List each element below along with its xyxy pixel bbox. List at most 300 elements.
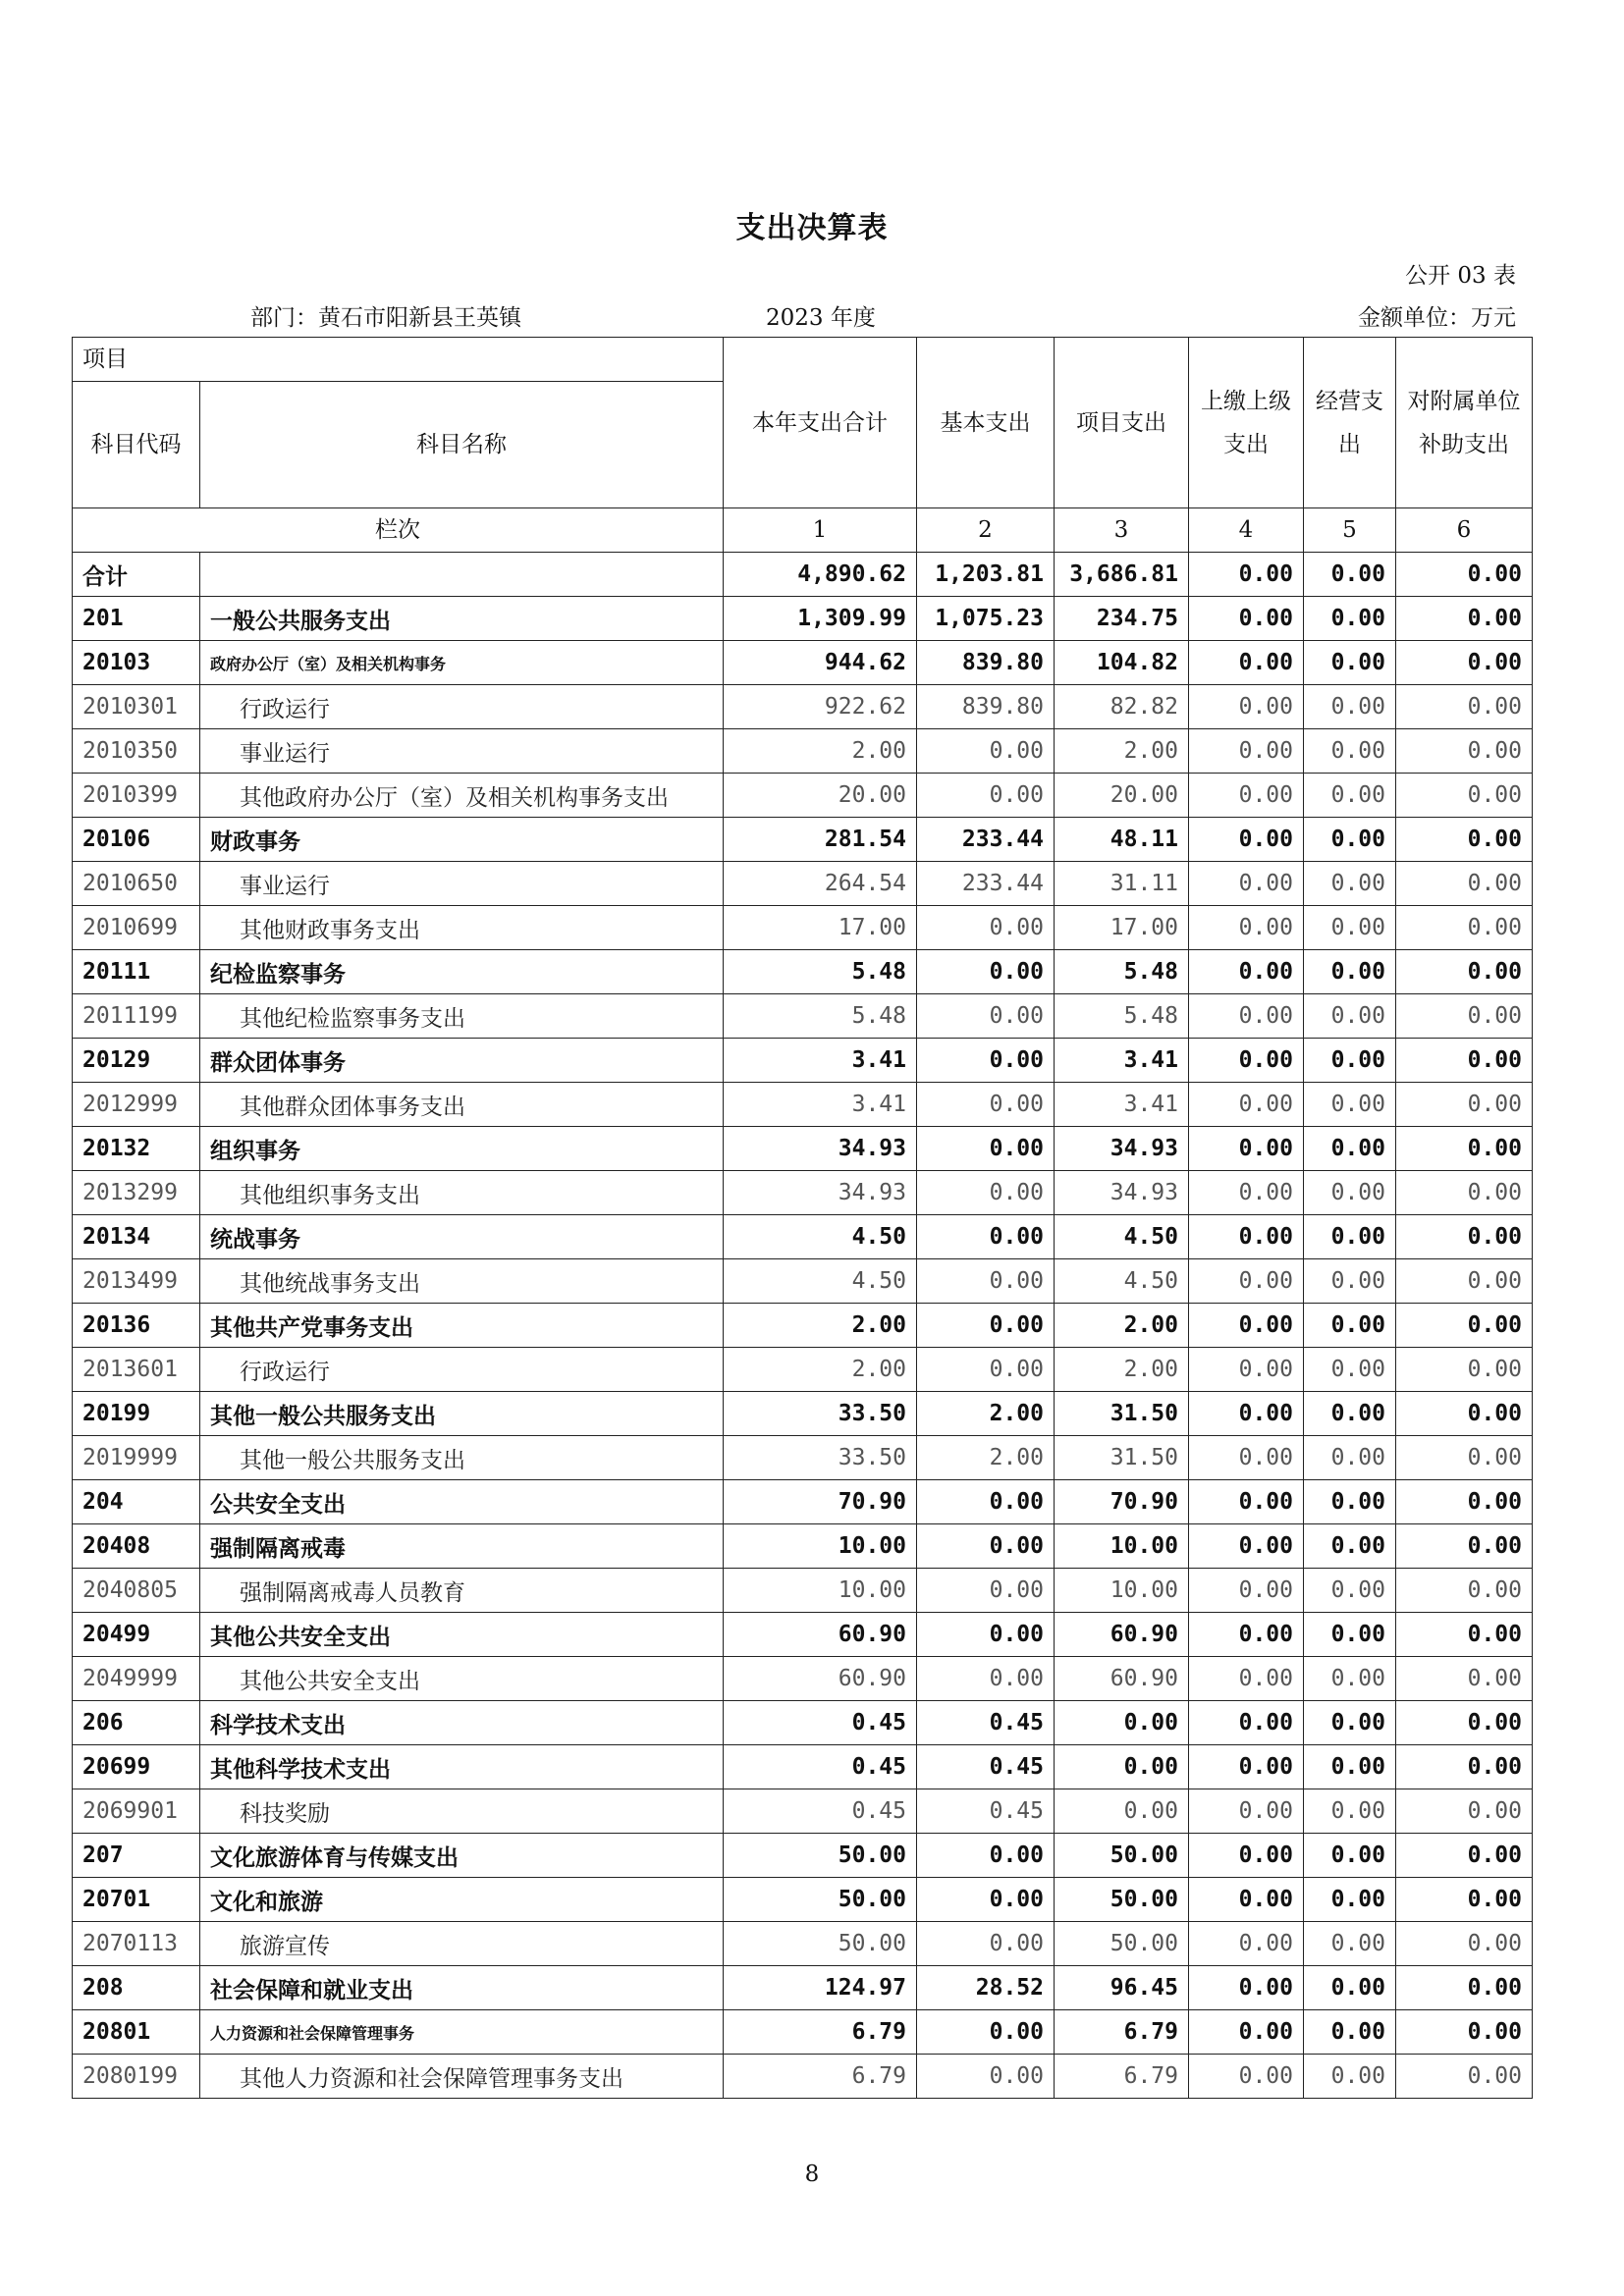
cell-amount: 0.00 [917,1569,1055,1613]
cell-amount: 34.93 [1055,1171,1189,1215]
cell-amount: 0.00 [1396,1789,1533,1834]
cell-amount: 34.93 [1055,1127,1189,1171]
cell-amount: 0.00 [917,1127,1055,1171]
cell-amount: 0.00 [1396,641,1533,685]
cell-code: 20111 [73,950,200,994]
cell-amount: 0.00 [917,1834,1055,1878]
table-row [73,1304,1533,1348]
header-basic: 基本支出 [917,338,1055,508]
cell-amount: 0.00 [917,906,1055,950]
cell-amount: 0.00 [1189,2055,1304,2099]
table-row [73,1171,1533,1215]
cell-amount: 0.00 [1396,1834,1533,1878]
table-row [73,818,1533,862]
cell-amount: 31.11 [1055,862,1189,906]
cell-code: 20701 [73,1878,200,1922]
cell-amount: 4.50 [724,1215,917,1259]
cell-amount: 0.00 [1055,1789,1189,1834]
cell-amount: 0.00 [1304,1745,1396,1789]
table-row [73,906,1533,950]
cell-amount: 5.48 [1055,994,1189,1039]
cell-amount: 0.00 [1189,1966,1304,2010]
cell-code: 20106 [73,818,200,862]
total-row [73,553,1533,597]
table-row [73,1922,1533,1966]
cell-name: 其他组织事务支出 [200,1171,724,1215]
form-number: 公开 03 表 [1405,263,1516,289]
table-row [73,2055,1533,2099]
cell-amount: 0.00 [1304,1039,1396,1083]
header-total: 本年支出合计 [724,338,917,508]
cell-amount: 0.00 [1189,685,1304,729]
table-row [73,1613,1533,1657]
cell-amount: 0.00 [917,994,1055,1039]
cell-amount: 0.00 [1304,1480,1396,1524]
cell-amount: 0.00 [1189,2010,1304,2055]
cell-name: 其他一般公共服务支出 [200,1436,724,1480]
cell-amount: 0.00 [1189,1259,1304,1304]
cell-amount: 0.00 [1304,1834,1396,1878]
cell-amount: 0.00 [917,1613,1055,1657]
cell-amount: 0.00 [1396,1083,1533,1127]
cell-amount: 0.00 [1396,1039,1533,1083]
cell-amount: 0.00 [917,1083,1055,1127]
cell-amount: 2.00 [724,729,917,774]
cell-amount: 0.00 [1304,729,1396,774]
cell-amount: 3.41 [1055,1039,1189,1083]
cell-amount: 0.00 [1396,994,1533,1039]
cell-amount: 0.00 [1304,818,1396,862]
table-row [73,774,1533,818]
cell-amount: 10.00 [1055,1524,1189,1569]
cell-amount: 0.45 [724,1745,917,1789]
cell-amount: 0.00 [1304,1348,1396,1392]
cell-amount: 0.00 [1304,774,1396,818]
cell-amount: 2.00 [1055,1348,1189,1392]
cell-amount: 0.45 [724,1789,917,1834]
cell-code: 20132 [73,1127,200,1171]
cell-name: 文化旅游体育与传媒支出 [200,1834,724,1878]
cell-name: 科技奖励 [200,1789,724,1834]
table-row [73,1039,1533,1083]
cell-amount: 0.00 [917,1480,1055,1524]
cell-amount: 124.97 [724,1966,917,2010]
cell-amount: 0.00 [1396,1171,1533,1215]
table-row [73,1966,1533,2010]
cell-name: 事业运行 [200,862,724,906]
cell-amount: 10.00 [1055,1569,1189,1613]
cell-amount: 5.48 [724,994,917,1039]
cell-amount: 60.90 [1055,1613,1189,1657]
cell-amount: 0.00 [1396,685,1533,729]
header-code: 科目代码 [73,382,200,508]
table-row [73,1348,1533,1392]
cell-amount: 0.00 [1396,1304,1533,1348]
cell-code: 20129 [73,1039,200,1083]
cell-amount: 0.00 [1396,1348,1533,1392]
cell-amount: 0.00 [917,1657,1055,1701]
cell-name: 统战事务 [200,1215,724,1259]
cell-amount: 839.80 [917,685,1055,729]
cell-name: 纪检监察事务 [200,950,724,994]
cell-amount: 0.00 [1396,729,1533,774]
cell-amount: 0.00 [1396,553,1533,597]
cell-amount: 0.00 [1189,1348,1304,1392]
cell-amount: 0.00 [1396,862,1533,906]
cell-amount: 0.00 [1304,1436,1396,1480]
table-row [73,597,1533,641]
fiscal-year-label: 2023 年度 [766,305,876,331]
cell-amount: 2.00 [724,1304,917,1348]
cell-amount: 839.80 [917,641,1055,685]
column-number: 5 [1304,508,1396,553]
cell-name: 其他人力资源和社会保障管理事务支出 [200,2055,724,2099]
header-upper: 上缴上级支出 [1189,338,1304,508]
cell-amount: 0.00 [1189,1127,1304,1171]
cell-name: 其他统战事务支出 [200,1259,724,1304]
cell-amount: 50.00 [724,1878,917,1922]
cell-amount: 0.00 [1304,1922,1396,1966]
cell-amount: 0.00 [1304,1524,1396,1569]
cell-name: 旅游宣传 [200,1922,724,1966]
table-row [73,1701,1533,1745]
cell-amount: 50.00 [1055,1878,1189,1922]
cell-name [200,553,724,597]
cell-amount: 0.00 [1304,553,1396,597]
cell-amount: 31.50 [1055,1392,1189,1436]
cell-amount: 70.90 [1055,1480,1189,1524]
cell-code: 207 [73,1834,200,1878]
table-body [73,553,1533,2099]
table-row [73,1436,1533,1480]
cell-amount: 0.00 [1304,2055,1396,2099]
cell-amount: 60.90 [724,1657,917,1701]
cell-amount: 1,075.23 [917,597,1055,641]
cell-amount: 2.00 [917,1436,1055,1480]
cell-amount: 0.45 [917,1745,1055,1789]
cell-amount: 0.00 [917,1304,1055,1348]
cell-amount: 0.00 [1189,1524,1304,1569]
cell-code: 2080199 [73,2055,200,2099]
header-project: 项目支出 [1055,338,1189,508]
cell-amount: 4.50 [724,1259,917,1304]
cell-code: 2011199 [73,994,200,1039]
cell-amount: 3.41 [724,1083,917,1127]
page-title: 支出决算表 [735,211,889,245]
cell-code: 204 [73,1480,200,1524]
cell-name: 文化和旅游 [200,1878,724,1922]
table-row [73,1834,1533,1878]
cell-code: 201 [73,597,200,641]
cell-amount: 0.00 [1189,1922,1304,1966]
department-label: 部门：黄石市阳新县王英镇 [250,305,521,331]
cell-amount: 17.00 [1055,906,1189,950]
expenditure-table [72,337,1533,2099]
cell-amount: 0.00 [1304,994,1396,1039]
cell-amount: 0.00 [917,1215,1055,1259]
cell-amount: 0.00 [1304,1259,1396,1304]
table-row [73,641,1533,685]
cell-amount: 0.00 [1304,1127,1396,1171]
cell-code: 2010650 [73,862,200,906]
cell-amount: 0.00 [1304,862,1396,906]
cell-amount: 0.00 [1396,2055,1533,2099]
cell-amount: 0.00 [1189,1304,1304,1348]
cell-amount: 33.50 [724,1392,917,1436]
cell-amount: 0.00 [1396,1922,1533,1966]
header-row-label: 栏次 [73,508,724,553]
table-row [73,1127,1533,1171]
cell-amount: 0.00 [1396,1436,1533,1480]
cell-amount: 50.00 [1055,1834,1189,1878]
cell-code: 2019999 [73,1436,200,1480]
table-row [73,1745,1533,1789]
cell-code: 20499 [73,1613,200,1657]
cell-amount: 0.00 [1304,950,1396,994]
cell-amount: 48.11 [1055,818,1189,862]
cell-code: 2010399 [73,774,200,818]
cell-amount: 4.50 [1055,1215,1189,1259]
cell-amount: 4.50 [1055,1259,1189,1304]
cell-amount: 0.00 [1396,1215,1533,1259]
table-row [73,1569,1533,1613]
cell-amount: 0.45 [917,1789,1055,1834]
amount-unit-label: 金额单位：万元 [1358,305,1516,331]
cell-name: 群众团体事务 [200,1039,724,1083]
cell-amount: 60.90 [1055,1657,1189,1701]
cell-code: 2012999 [73,1083,200,1127]
cell-code: 2013499 [73,1259,200,1304]
cell-amount: 0.00 [1304,1304,1396,1348]
cell-amount: 6.79 [1055,2010,1189,2055]
cell-name: 公共安全支出 [200,1480,724,1524]
cell-amount: 0.00 [1189,1657,1304,1701]
cell-amount: 0.00 [917,1259,1055,1304]
cell-amount: 6.79 [1055,2055,1189,2099]
cell-amount: 0.00 [1189,641,1304,685]
cell-amount: 0.00 [1396,1745,1533,1789]
header-name: 科目名称 [200,382,724,508]
cell-name: 其他群众团体事务支出 [200,1083,724,1127]
cell-amount: 0.00 [917,1039,1055,1083]
cell-name: 其他公共安全支出 [200,1613,724,1657]
cell-amount: 6.79 [724,2055,917,2099]
cell-amount: 0.00 [1304,1569,1396,1613]
cell-amount: 1,203.81 [917,553,1055,597]
table-row [73,1215,1533,1259]
cell-amount: 0.00 [1189,818,1304,862]
cell-name: 其他政府办公厅（室）及相关机构事务支出 [200,774,724,818]
header-subsidy: 对附属单位补助支出 [1396,338,1533,508]
cell-name: 其他科学技术支出 [200,1745,724,1789]
cell-amount: 3.41 [724,1039,917,1083]
column-number: 4 [1189,508,1304,553]
cell-amount: 0.00 [1304,597,1396,641]
table-row [73,1789,1533,1834]
table-row [73,1524,1533,1569]
cell-code: 20699 [73,1745,200,1789]
cell-amount: 0.00 [917,1524,1055,1569]
cell-amount: 0.00 [1396,597,1533,641]
cell-amount: 104.82 [1055,641,1189,685]
cell-amount: 0.00 [1304,1083,1396,1127]
cell-amount: 0.00 [1055,1701,1189,1745]
cell-amount: 0.00 [1189,1613,1304,1657]
cell-amount: 0.45 [917,1701,1055,1745]
cell-amount: 0.00 [1304,1613,1396,1657]
cell-amount: 34.93 [724,1171,917,1215]
cell-amount: 0.00 [1396,1524,1533,1569]
cell-amount: 0.00 [917,729,1055,774]
cell-code: 2069901 [73,1789,200,1834]
cell-amount: 0.00 [1189,553,1304,597]
cell-amount: 0.00 [1396,818,1533,862]
cell-amount: 60.90 [724,1613,917,1657]
cell-name: 其他公共安全支出 [200,1657,724,1701]
cell-amount: 0.00 [1189,1878,1304,1922]
cell-amount: 0.00 [1304,1657,1396,1701]
cell-amount: 0.00 [1189,862,1304,906]
cell-amount: 2.00 [724,1348,917,1392]
cell-code: 合计 [73,553,200,597]
cell-code: 2013601 [73,1348,200,1392]
table-row [73,1878,1533,1922]
cell-code: 2040805 [73,1569,200,1613]
cell-amount: 0.00 [1304,906,1396,950]
cell-amount: 50.00 [724,1922,917,1966]
cell-amount: 0.00 [1189,1834,1304,1878]
cell-amount: 0.00 [1396,2010,1533,2055]
cell-amount: 0.00 [1304,685,1396,729]
cell-name: 财政事务 [200,818,724,862]
cell-amount: 2.00 [917,1392,1055,1436]
column-number: 6 [1396,508,1533,553]
cell-amount: 0.00 [1304,1966,1396,2010]
cell-amount: 4,890.62 [724,553,917,597]
column-number: 1 [724,508,917,553]
cell-amount: 0.45 [724,1701,917,1745]
cell-amount: 0.00 [1189,597,1304,641]
cell-amount: 0.00 [1055,1745,1189,1789]
table-row [73,1083,1533,1127]
cell-amount: 10.00 [724,1524,917,1569]
cell-amount: 50.00 [724,1834,917,1878]
cell-amount: 0.00 [1304,641,1396,685]
cell-amount: 0.00 [1189,994,1304,1039]
cell-amount: 0.00 [1396,1966,1533,2010]
cell-amount: 0.00 [1189,1701,1304,1745]
cell-amount: 233.44 [917,862,1055,906]
cell-amount: 0.00 [1189,774,1304,818]
cell-amount: 20.00 [724,774,917,818]
cell-amount: 0.00 [1189,950,1304,994]
table-row [73,685,1533,729]
table-row [73,1392,1533,1436]
table-row [73,862,1533,906]
column-number: 3 [1055,508,1189,553]
cell-amount: 3.41 [1055,1083,1189,1127]
cell-name: 行政运行 [200,685,724,729]
cell-amount: 0.00 [1189,1789,1304,1834]
cell-amount: 0.00 [1189,906,1304,950]
cell-code: 2010350 [73,729,200,774]
table-row [73,1259,1533,1304]
cell-amount: 0.00 [917,2055,1055,2099]
table-row [73,729,1533,774]
cell-amount: 0.00 [1396,1657,1533,1701]
cell-name: 科学技术支出 [200,1701,724,1745]
header-business: 经营支出 [1304,338,1396,508]
header-item: 项目 [73,338,724,382]
cell-amount: 0.00 [1189,1171,1304,1215]
cell-amount: 50.00 [1055,1922,1189,1966]
cell-amount: 0.00 [1189,1480,1304,1524]
cell-amount: 0.00 [1304,1171,1396,1215]
cell-code: 208 [73,1966,200,2010]
cell-amount: 0.00 [917,1348,1055,1392]
cell-amount: 0.00 [1304,1701,1396,1745]
cell-amount: 0.00 [1396,1480,1533,1524]
cell-amount: 0.00 [1189,729,1304,774]
cell-amount: 0.00 [1189,1569,1304,1613]
cell-amount: 0.00 [1189,1436,1304,1480]
cell-code: 2010301 [73,685,200,729]
cell-amount: 0.00 [1396,950,1533,994]
cell-amount: 0.00 [917,2010,1055,2055]
cell-amount: 0.00 [1396,1392,1533,1436]
cell-amount: 0.00 [1396,906,1533,950]
cell-amount: 234.75 [1055,597,1189,641]
cell-amount: 0.00 [1396,774,1533,818]
cell-amount: 0.00 [1189,1745,1304,1789]
table-row [73,1480,1533,1524]
cell-amount: 82.82 [1055,685,1189,729]
cell-code: 20134 [73,1215,200,1259]
cell-name: 其他财政事务支出 [200,906,724,950]
cell-amount: 96.45 [1055,1966,1189,2010]
cell-name: 强制隔离戒毒 [200,1524,724,1569]
cell-amount: 5.48 [724,950,917,994]
cell-amount: 0.00 [917,1922,1055,1966]
cell-amount: 0.00 [1189,1039,1304,1083]
cell-amount: 0.00 [1304,1878,1396,1922]
cell-code: 2010699 [73,906,200,950]
cell-code: 20199 [73,1392,200,1436]
cell-amount: 0.00 [1304,2010,1396,2055]
cell-amount: 20.00 [1055,774,1189,818]
cell-name: 其他一般公共服务支出 [200,1392,724,1436]
cell-amount: 10.00 [724,1569,917,1613]
cell-amount: 33.50 [724,1436,917,1480]
cell-amount: 5.48 [1055,950,1189,994]
cell-amount: 1,309.99 [724,597,917,641]
table-row [73,2010,1533,2055]
cell-amount: 31.50 [1055,1436,1189,1480]
cell-code: 2013299 [73,1171,200,1215]
cell-amount: 2.00 [1055,1304,1189,1348]
cell-name: 社会保障和就业支出 [200,1966,724,2010]
cell-name: 政府办公厅（室）及相关机构事务 [200,641,724,685]
cell-amount: 34.93 [724,1127,917,1171]
cell-amount: 0.00 [917,1878,1055,1922]
cell-amount: 28.52 [917,1966,1055,2010]
cell-name: 强制隔离戒毒人员教育 [200,1569,724,1613]
cell-name: 事业运行 [200,729,724,774]
cell-amount: 0.00 [917,950,1055,994]
cell-amount: 922.62 [724,685,917,729]
cell-code: 20136 [73,1304,200,1348]
cell-amount: 0.00 [1304,1215,1396,1259]
